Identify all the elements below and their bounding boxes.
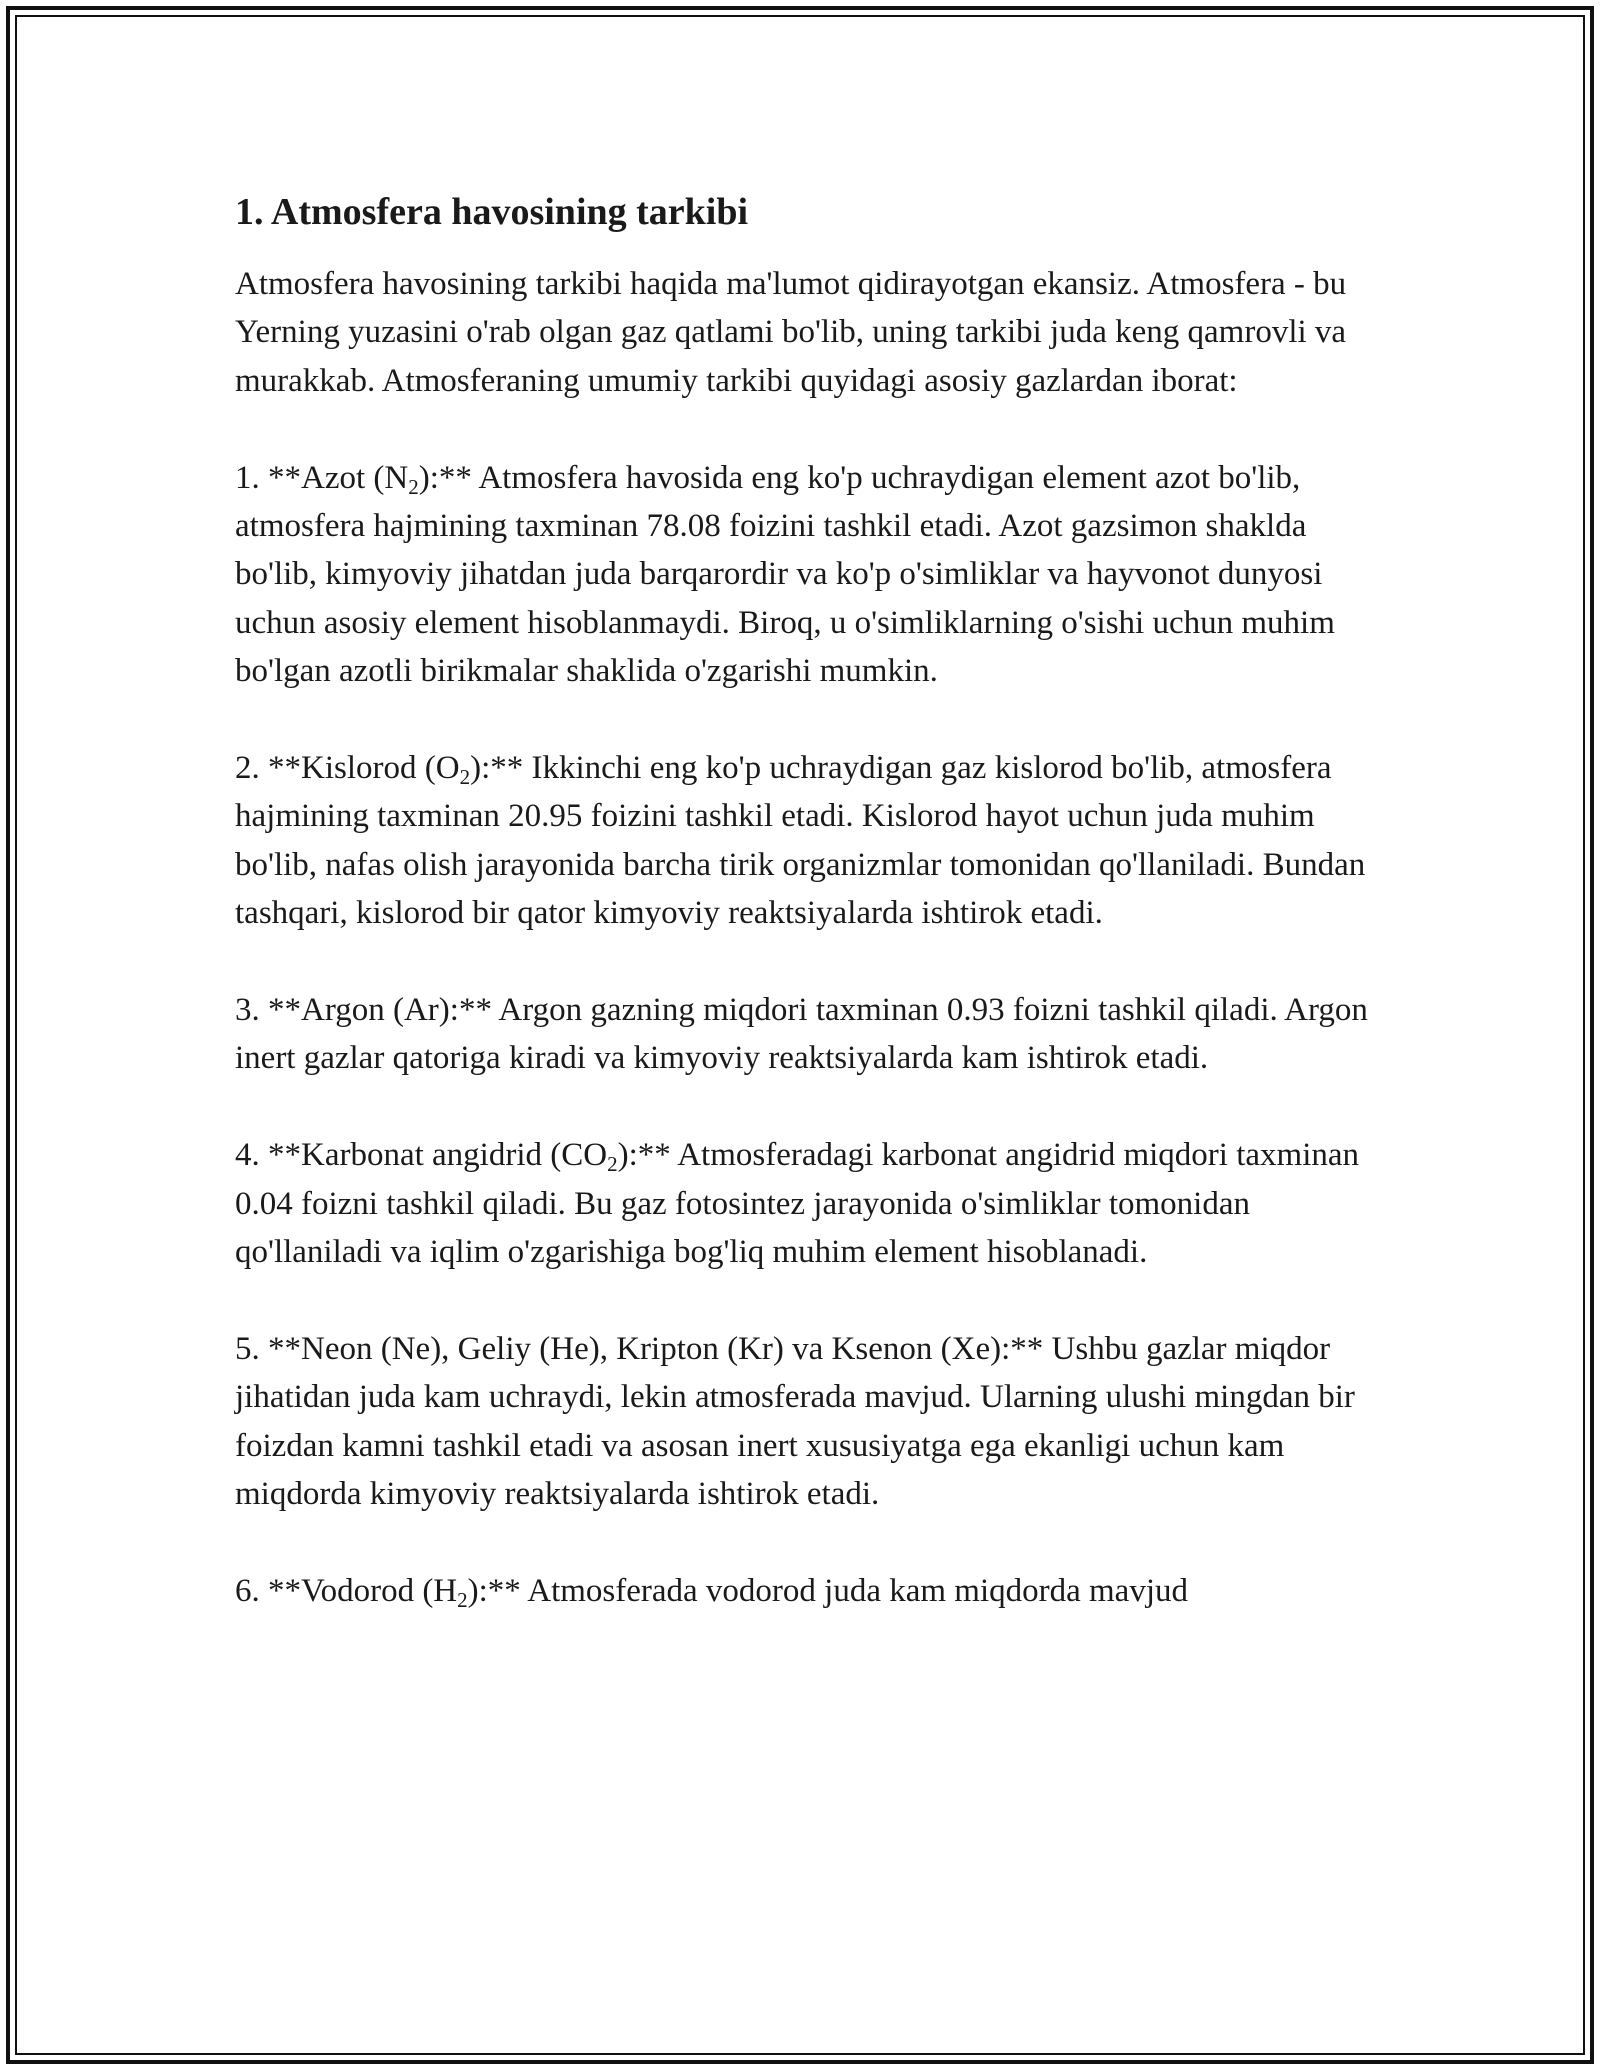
item-lead-end: ):** xyxy=(418,459,472,496)
list-item-noble-gases xyxy=(235,1325,1385,1519)
item-subscript: 2 xyxy=(408,474,419,499)
document-body xyxy=(235,188,1385,1664)
item-subscript: 2 xyxy=(459,765,471,790)
item-lead: 1. **Azot (N xyxy=(235,459,409,496)
item-subscript: 2 xyxy=(607,1152,618,1177)
item-lead: 6. **Vodorod (H xyxy=(235,1572,458,1609)
item-text: Argon gazning miqdori taxminan 0.93 foizni tashkil qiladi. Argon inert gazlar qatoriga kiradi va kimyoviy reaktsiyalarda kam ishtirok etadi. xyxy=(235,992,1368,1077)
item-subscript: 2 xyxy=(457,1587,468,1612)
item-lead-end: ):** xyxy=(470,750,524,787)
item-text: Ushbu gazlar miqdor jihatidan juda kam uchraydi, lekin atmosferada mavjud. Ularning ulushi mingdan bir foizdan kamni tashkil etadi va asosan inert xususiyatga ega ekanligi uchun kam miqdorda kimyoviy reaktsiyalarda ishtirok etadi. xyxy=(235,1330,1355,1513)
list-item-kislorod xyxy=(235,744,1385,938)
list-item-azot xyxy=(235,454,1385,696)
list-item-vodorod xyxy=(235,1567,1385,1615)
item-lead-end: ):** xyxy=(617,1137,671,1174)
item-text: Atmosfera havosida eng ko'p uchraydigan element azot bo'lib, atmosfera hajmining taxminan 78.08 foizini tashkil etadi. Azot gazsimon shaklda bo'lib, kimyoviy jihatdan juda barqarordir va ko'p o'simliklar va hayvonot dunyosi uchun asosiy element hisoblanmaydi. Biroq, u o'simliklarning o'sishi uchun muhim bo'lgan azotli birikmalar shaklida o'zgarishi mumkin. xyxy=(235,459,1335,690)
item-lead: 5. **Neon (Ne), Geliy (He), Kripton (Kr) va Ksenon (Xe):** xyxy=(235,1330,1044,1367)
document-title: 1. Atmosfera havosining tarkibi xyxy=(235,191,749,233)
item-lead-end: ):** xyxy=(467,1572,521,1609)
list-item-karbonat-angidrid xyxy=(235,1131,1385,1276)
item-text: Atmosferada vodorod juda kam miqdorda mavjud xyxy=(520,1572,1188,1609)
item-lead: 2. **Kislorod (O xyxy=(235,750,460,787)
list-item-argon xyxy=(235,986,1385,1083)
item-text: Atmosferadagi karbonat angidrid miqdori taxminan 0.04 foizni tashkil qiladi. Bu gaz fotosintez jarayonida o'simliklar tomonidan qo'llaniladi va iqlim o'zgarishiga bog'liq muhim element hisoblanadi. xyxy=(235,1137,1360,1271)
item-text: Ikkinchi eng ko'p uchraydigan gaz kislorod bo'lib, atmosfera hajmining taxminan 20.95 foizini tashkil etadi. Kislorod hayot uchun juda muhim bo'lib, nafas olish jarayonida barcha tirik organizmlar tomonidan qo'llaniladi. Bundan tashqari, kislorod bir qator kimyoviy reaktsiyalarda ishtirok etadi. xyxy=(235,750,1366,932)
intro-paragraph: Atmosfera havosining tarkibi haqida ma'lumot qidirayotgan ekansiz. Atmosfera - bu Yerning yuzasini o'rab olgan gaz qatlami bo'lib, uning tarkibi juda keng qamrovli va murakkab. Atmosferaning umumiy tarkibi quyidagi asosiy gazlardan iborat: xyxy=(235,266,1347,399)
item-lead: 3. **Argon (Ar):** xyxy=(235,992,492,1029)
item-lead: 4. **Karbonat angidrid (CO xyxy=(235,1137,608,1174)
